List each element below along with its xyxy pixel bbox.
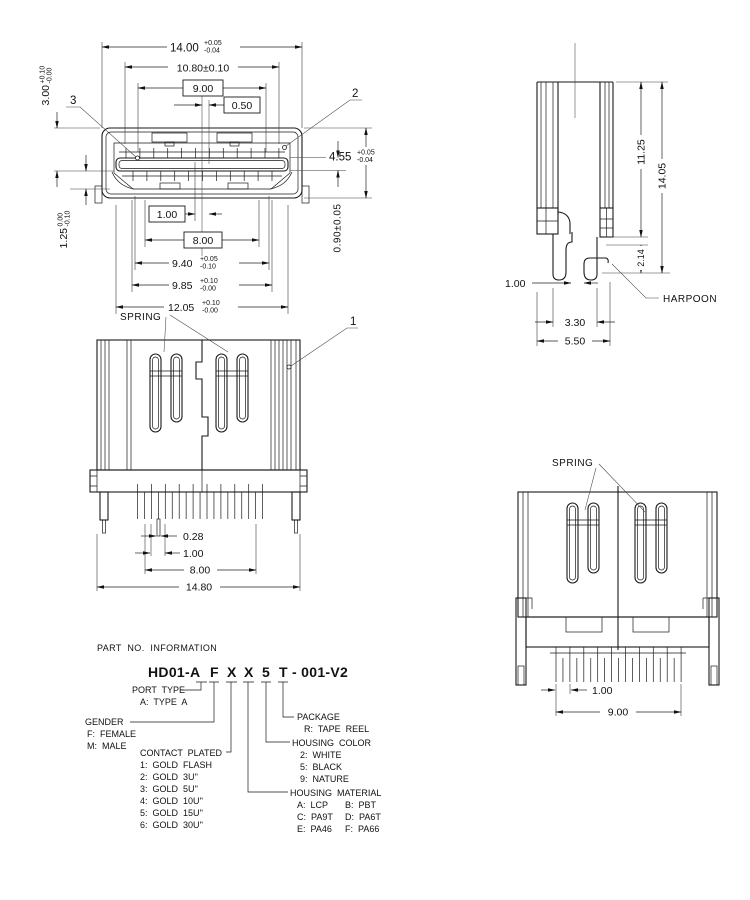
- spring-crossbar: [567, 520, 599, 525]
- part-no-base: HD01-A: [148, 664, 201, 680]
- contact-plated-option: 2: GOLD 3U'': [140, 772, 198, 782]
- left-leg: [553, 232, 572, 280]
- spring-label: SPRING: [552, 458, 594, 469]
- seam-zigzag: [196, 340, 208, 470]
- side-tab: [95, 186, 102, 203]
- dim-4-55: 4.55: [329, 151, 352, 164]
- dim-9-40-tol-minus: -0.10: [200, 263, 216, 271]
- dim-0-28: 0.28: [183, 531, 204, 543]
- callout-2-dot: [283, 146, 287, 150]
- dim-2-14: 2.14: [636, 249, 646, 267]
- spring-prong: [216, 354, 227, 432]
- side-tab: [302, 186, 309, 203]
- step-curve: [558, 212, 570, 234]
- spring-contact: [635, 503, 667, 583]
- spring-contact: [216, 354, 248, 432]
- dim-3-00-tol-plus: +0.10: [39, 65, 47, 84]
- pin-comb: [138, 492, 263, 519]
- shell-body: [97, 340, 300, 470]
- housing-material-label: HOUSING MATERIAL: [290, 788, 382, 798]
- callout-3-dot: [136, 156, 140, 160]
- spring-prong-inner: [591, 506, 597, 570]
- gender-option: F: FEMALE: [87, 729, 137, 739]
- housing-material-option: A: LCP: [297, 800, 329, 810]
- mount-leg: [292, 492, 300, 520]
- package-option: R: TAPE REEL: [304, 724, 370, 734]
- part-number-info: [85, 643, 381, 834]
- dim-1-00: 1.00: [183, 548, 204, 560]
- part-no-suffix: - 001-V2: [292, 664, 349, 680]
- harpoon-label: HARPOON: [663, 294, 718, 305]
- dim-9-40: 9.40: [172, 258, 193, 270]
- port-type-option: A: TYPE A: [140, 697, 188, 707]
- spring-prong: [656, 503, 667, 573]
- dim-3-30: 3.30: [564, 317, 586, 329]
- contact-plated-option: 6: GOLD 30U'': [140, 820, 203, 830]
- pin-comb: [556, 658, 681, 682]
- dim-3-00: 3.00: [40, 85, 52, 106]
- housing-color-option: 5: BLACK: [300, 762, 343, 772]
- part-no-char-gender: F: [210, 664, 219, 680]
- dim-14-80: 14.80: [185, 581, 213, 594]
- housing-material-option: B: PBT: [345, 800, 377, 810]
- housing-color-option: 9: NATURE: [300, 774, 349, 784]
- dim-9-00: 9.00: [607, 706, 629, 719]
- housing-material-option: C: PA9T: [297, 812, 333, 822]
- mount-leg-foot: [295, 520, 298, 533]
- extension-lines: [537, 82, 670, 346]
- contact-plated-option: 1: GOLD FLASH: [140, 760, 213, 770]
- dim-3-00-tol-minus: -0.00: [46, 67, 54, 84]
- gender-label: GENDER: [85, 717, 124, 727]
- contact-plated-label: CONTACT PLATED: [140, 748, 223, 758]
- spring-crossbar: [635, 520, 667, 525]
- spring-prong-inner: [219, 357, 225, 429]
- dim-9-85: 9.85: [172, 280, 193, 292]
- dim-14-00-tol-plus: +0.05: [204, 40, 222, 47]
- dim-14-05: 14.05: [656, 162, 669, 190]
- dim-1-25-tol-plus: 0.00: [57, 212, 65, 227]
- top-notch: [152, 133, 187, 142]
- callout-1-dot: [287, 365, 291, 369]
- mount-leg-foot: [103, 520, 106, 533]
- dim-11-25: 11.25: [635, 139, 648, 165]
- dim-9-40-tol-plus: +0.05: [200, 256, 218, 263]
- spring-prong-inner: [153, 357, 159, 429]
- harpoon-barb: [584, 258, 608, 264]
- dim-5-50: 5.50: [564, 335, 586, 348]
- front-view: [40, 40, 390, 315]
- dim-10-80: 10.80±0.10: [176, 62, 230, 75]
- spring-contact: [567, 503, 599, 583]
- top-tab: [230, 142, 239, 146]
- reference-pin: [157, 519, 160, 536]
- dim-0-90: 0.90±0.05: [332, 203, 344, 253]
- mount-leg: [100, 492, 108, 520]
- package-label: PACKAGE: [297, 712, 340, 722]
- dim-4-55-tol-minus: -0.04: [357, 157, 373, 164]
- flange-detail: [90, 470, 307, 492]
- step-block-right-detail: [600, 208, 613, 237]
- callout-1: 1: [350, 316, 357, 328]
- latch-window: [633, 617, 669, 632]
- spring-prong-inner: [570, 506, 576, 580]
- dim-9-00: 9.00: [192, 83, 214, 95]
- bottom-notch: [228, 183, 248, 189]
- spring-leaders: [164, 315, 228, 352]
- contact-plated-option: 5: GOLD 15U'': [140, 808, 203, 818]
- dim-8-00: 8.00: [192, 235, 214, 247]
- flange: [90, 470, 307, 492]
- step-block-left-detail: [537, 208, 558, 234]
- dim-12-05: 12.05: [168, 302, 195, 314]
- bottom-notch: [160, 183, 180, 189]
- callout-2-leader: [286, 100, 362, 146]
- spring-prong: [588, 503, 599, 573]
- callout-1-leader: [291, 328, 358, 366]
- spring-crossbar: [216, 371, 248, 376]
- housing-color-label: HOUSING COLOR: [292, 738, 372, 748]
- dim-1-00: 1.00: [156, 209, 178, 221]
- spring-contact: [150, 354, 182, 432]
- housing-material-option: D: PA6T: [345, 812, 381, 822]
- side-view: [505, 43, 717, 348]
- part-no-title: PART NO. INFORMATION: [97, 643, 218, 653]
- gender-option: M: MALE: [87, 741, 127, 751]
- spring-crossbar: [150, 371, 182, 376]
- spring-prong-inner: [659, 506, 665, 570]
- callout-3: 3: [70, 95, 77, 107]
- back-view: [90, 312, 358, 594]
- contact-plated-option: 3: GOLD 5U'': [140, 784, 198, 794]
- shell-fold-lines: [101, 340, 296, 470]
- mount-leg-foot: [711, 666, 717, 685]
- housing-color-option: 2: WHITE: [300, 750, 342, 760]
- port-type-label: PORT TYPE: [132, 685, 186, 695]
- spring-prong: [567, 503, 578, 583]
- spring-label: SPRING: [120, 312, 162, 323]
- mount-leg-foot: [518, 666, 524, 685]
- spring-prong: [150, 354, 161, 432]
- dim-12-05-tol-plus: +0.10: [202, 300, 220, 307]
- dim-9-85-tol-minus: -0.00: [200, 285, 216, 293]
- centerline: [202, 90, 209, 256]
- contact-plated-option: 4: GOLD 10U'': [140, 796, 203, 806]
- front-view-2: [516, 458, 719, 719]
- dim-14-00: 14.00: [170, 42, 199, 55]
- callout-2: 2: [352, 88, 359, 100]
- dim-12-05-tol-minus: -0.00: [202, 307, 218, 315]
- dim-0-50: 0.50: [231, 100, 253, 112]
- spring-prong: [171, 354, 182, 422]
- contact-ticks-upper: [126, 148, 279, 158]
- top-tab: [165, 142, 174, 146]
- spring-prong-inner: [240, 357, 246, 419]
- spring-prong-inner: [174, 357, 180, 419]
- dim-1-00: 1.00: [505, 278, 526, 290]
- top-notch: [217, 133, 252, 142]
- pin-ticks: [138, 484, 263, 492]
- housing-material-option: F: PA66: [345, 824, 380, 834]
- part-no-char-contact: X: [227, 664, 237, 680]
- dim-14-00-tol-minus: -0.04: [204, 47, 220, 55]
- spring-prong: [237, 354, 248, 422]
- dim-8-00: 8.00: [189, 564, 211, 577]
- dim-4-55-tol-plus: +0.05: [357, 149, 375, 157]
- part-no-char-material: X: [244, 664, 254, 680]
- part-no-char-package: T: [279, 664, 288, 680]
- dim-1-25: 1.25: [58, 228, 70, 249]
- part-no-char-color: 5: [262, 664, 271, 680]
- dim-9-85-tol-plus: +0.10: [200, 278, 218, 285]
- latch-window: [566, 617, 602, 632]
- housing-material-option: E: PA46: [297, 824, 332, 834]
- spring-prong-inner: [638, 506, 644, 580]
- dim-1-00: 1.00: [592, 685, 613, 697]
- spring-prong: [635, 503, 646, 583]
- dim-1-25-tol-minus: -0.10: [64, 210, 72, 227]
